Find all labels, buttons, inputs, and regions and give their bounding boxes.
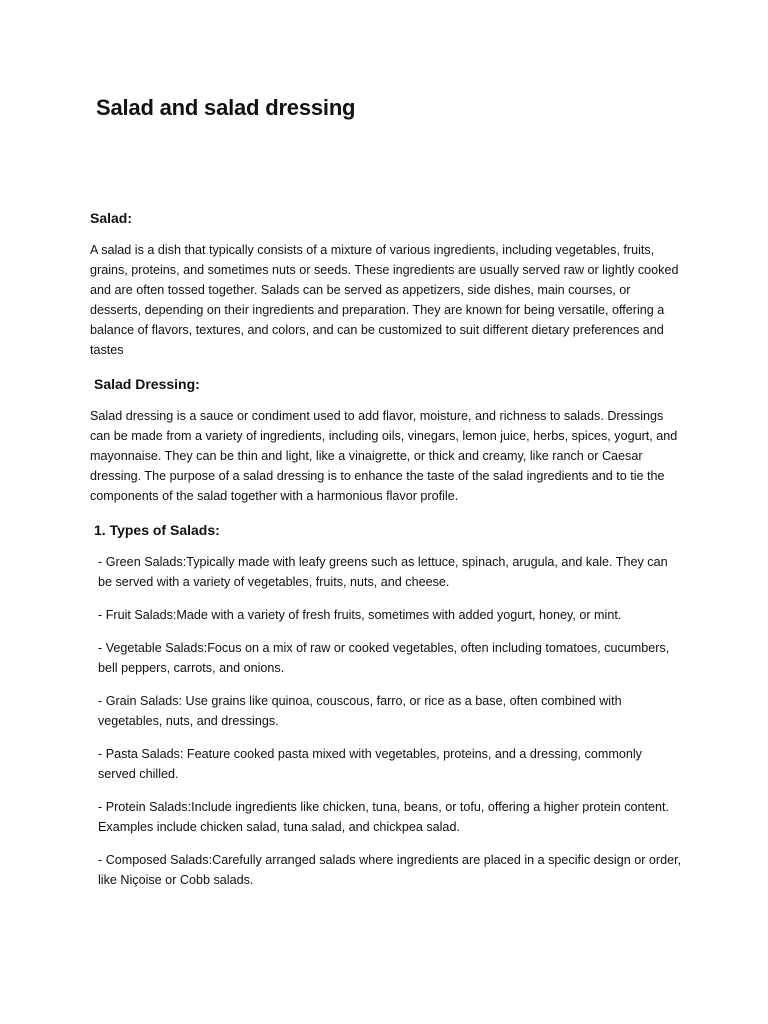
salad-paragraph: A salad is a dish that typically consists of a mixture of various ingredients, including vegetables, fruits, grains, proteins, and sometimes nuts or seeds. These ingredients are usually served raw or lightly cooked and are often tossed together. Salads can be served as appetizers, side dishes, main courses, or desserts, depending on their ingredients and preparation. They are known for being versatile, offering a balance of flavors, textures, and colors, and can be customized to suit different dietary preferences and tastes — [90, 243, 679, 357]
list-item-pasta-salads: - Pasta Salads: Feature cooked pasta mixed with vegetables, proteins, and a dressing, commonly served chilled. — [98, 747, 642, 781]
list-item-grain-salads: - Grain Salads: Use grains like quinoa, couscous, farro, or rice as a base, often combined with vegetables, nuts, and dressings. — [98, 694, 622, 728]
list-item-protein-salads: - Protein Salads:Include ingredients like chicken, tuna, beans, or tofu, offering a higher protein content. Examples include chicken salad, tuna salad, and chickpea salad. — [98, 800, 670, 834]
section-heading-salad: Salad: — [90, 210, 133, 226]
list-item-vegetable-salads: - Vegetable Salads:Focus on a mix of raw or cooked vegetables, often including tomatoes, cucumbers, bell peppers, carrots, and onions. — [98, 641, 670, 675]
document-title: Salad and salad dressing — [96, 95, 356, 120]
document-content — [90, 208, 682, 903]
section-heading-salad-dressing: Salad Dressing: — [94, 376, 200, 392]
list-item-fruit-salads: - Fruit Salads:Made with a variety of fresh fruits, sometimes with added yogurt, honey, or mint. — [98, 608, 622, 622]
list-item-composed-salads: - Composed Salads:Carefully arranged salads where ingredients are placed in a specific design or order, like Niçoise or Cobb salads. — [98, 853, 682, 887]
section-heading-types-of-salads: 1. Types of Salads: — [94, 522, 220, 538]
salad-types-list — [90, 552, 682, 890]
list-item-green-salads: - Green Salads:Typically made with leafy greens such as lettuce, spinach, arugula, and kale. They can be served with a variety of vegetables, fruits, nuts, and cheese. — [98, 555, 668, 589]
salad-dressing-paragraph: Salad dressing is a sauce or condiment used to add flavor, moisture, and richness to salads. Dressings can be made from a variety of ingredients, including oils, vinegars, lemon juice, herbs, spices, yogurt, and mayonnaise. They can be thin and light, like a vinaigrette, or thick and creamy, like ranch or Caesar dressing. The purpose of a salad dressing is to enhance the taste of the salad ingredients and to tie the components of the salad together with a harmonious flavor profile. — [90, 409, 678, 503]
